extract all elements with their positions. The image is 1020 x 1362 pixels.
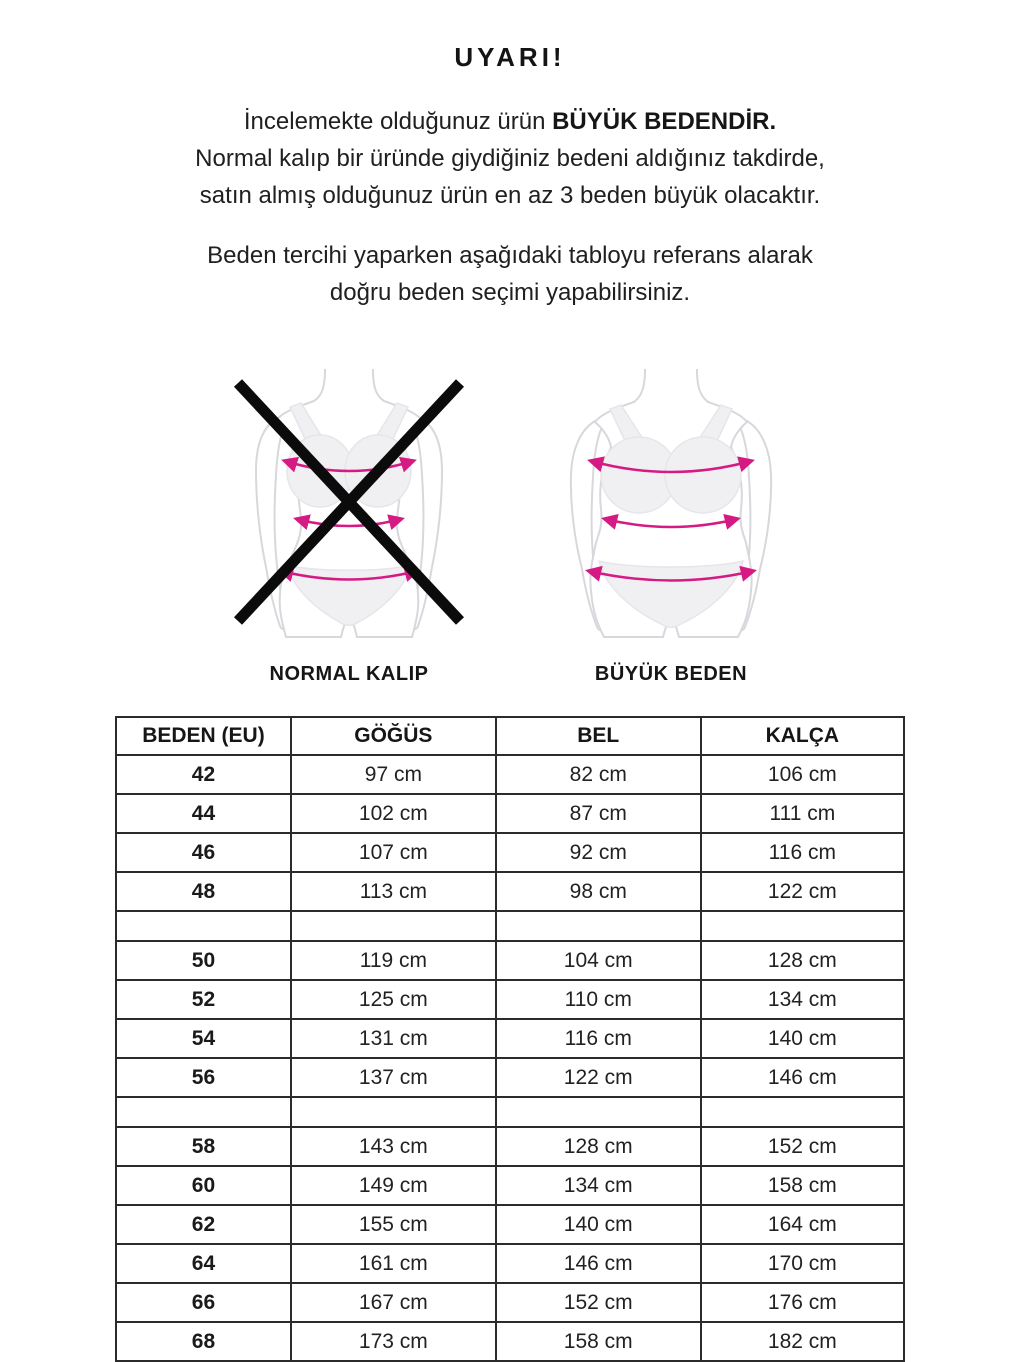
hip-cell: 170 cm [701, 1244, 904, 1283]
guidance-line-2: doğru beden seçimi yapabilirsiniz. [329, 279, 691, 306]
spacer-cell [701, 911, 904, 941]
chest-cell: 102 cm [291, 794, 496, 833]
hip-cell: 134 cm [701, 980, 904, 1019]
hip-cell: 116 cm [701, 833, 904, 872]
size-row [116, 980, 904, 1019]
size-cell: 58 [116, 1127, 291, 1166]
waist-cell: 92 cm [496, 833, 701, 872]
fit-comparison [0, 369, 1020, 686]
size-cell: 54 [116, 1019, 291, 1058]
chest-cell: 149 cm [291, 1166, 496, 1205]
spacer-cell [701, 1097, 904, 1127]
figure-normal-fit-label: NORMAL KALIP [269, 663, 429, 685]
waist-cell: 140 cm [496, 1205, 701, 1244]
page-title: UYARI! [454, 42, 566, 72]
hip-cell: 176 cm [701, 1283, 904, 1322]
size-row [116, 1019, 904, 1058]
waist-cell: 158 cm [496, 1322, 701, 1361]
warning-line-1 [244, 108, 776, 135]
chest-cell: 125 cm [291, 980, 496, 1019]
waist-cell: 98 cm [496, 872, 701, 911]
waist-cell: 152 cm [496, 1283, 701, 1322]
chest-cell: 143 cm [291, 1127, 496, 1166]
header-hip: KALÇA [701, 717, 904, 755]
warning-line-1-bold: BÜYÜK BEDENDİR. [552, 108, 777, 135]
size-cell: 46 [116, 833, 291, 872]
spacer-row [116, 911, 904, 941]
chest-cell: 137 cm [291, 1058, 496, 1097]
size-cell: 68 [116, 1322, 291, 1361]
waist-cell: 110 cm [496, 980, 701, 1019]
waist-cell: 122 cm [496, 1058, 701, 1097]
spacer-cell [496, 1097, 701, 1127]
size-cell: 66 [116, 1283, 291, 1322]
spacer-cell [116, 1097, 291, 1127]
chest-cell: 97 cm [291, 755, 496, 794]
size-cell: 62 [116, 1205, 291, 1244]
header-chest: GÖĞÜS [291, 717, 496, 755]
warning-line-1-text: İncelemekte olduğunuz ürün [243, 108, 553, 135]
warning-line-2: Normal kalıp bir üründe giydiğiniz bedeni aldığınız takdirde, [195, 145, 825, 172]
size-row [116, 1322, 904, 1361]
spacer-row [116, 1097, 904, 1127]
figure-normal-fit [206, 369, 492, 686]
size-row [116, 1283, 904, 1322]
spacer-cell [496, 911, 701, 941]
size-cell: 42 [116, 755, 291, 794]
plus-size-body-illustration [551, 369, 791, 639]
size-cell: 44 [116, 794, 291, 833]
guidance-line-1: Beden tercihi yaparken aşağıdaki tabloyu referans alarak [207, 242, 813, 269]
warning-paragraph [0, 103, 1020, 214]
waist-cell: 82 cm [496, 755, 701, 794]
size-table [115, 716, 905, 1362]
size-row [116, 1166, 904, 1205]
waist-cell: 146 cm [496, 1244, 701, 1283]
waist-cell: 134 cm [496, 1166, 701, 1205]
normal-fit-body-illustration [229, 369, 469, 639]
chest-cell: 113 cm [291, 872, 496, 911]
chest-cell: 155 cm [291, 1205, 496, 1244]
chest-cell: 173 cm [291, 1322, 496, 1361]
waist-cell: 87 cm [496, 794, 701, 833]
spacer-cell [291, 1097, 496, 1127]
size-cell: 64 [116, 1244, 291, 1283]
size-row [116, 794, 904, 833]
chest-cell: 119 cm [291, 941, 496, 980]
waist-cell: 116 cm [496, 1019, 701, 1058]
spacer-cell [291, 911, 496, 941]
size-row [116, 1058, 904, 1097]
hip-cell: 158 cm [701, 1166, 904, 1205]
header-size: BEDEN (EU) [116, 717, 291, 755]
size-row [116, 833, 904, 872]
chest-cell: 161 cm [291, 1244, 496, 1283]
size-cell: 52 [116, 980, 291, 1019]
hip-cell: 164 cm [701, 1205, 904, 1244]
chest-cell: 167 cm [291, 1283, 496, 1322]
size-table-body [116, 755, 904, 1361]
hip-cell: 182 cm [701, 1322, 904, 1361]
bra-cup-right [665, 437, 741, 513]
size-row [116, 1244, 904, 1283]
figure-plus-size [528, 369, 814, 686]
hip-cell: 128 cm [701, 941, 904, 980]
warning-line-3: satın almış olduğunuz ürün en az 3 beden büyük olacaktır. [199, 182, 821, 209]
size-row [116, 872, 904, 911]
size-cell: 56 [116, 1058, 291, 1097]
spacer-cell [116, 911, 291, 941]
size-row [116, 755, 904, 794]
size-cell: 48 [116, 872, 291, 911]
hip-cell: 152 cm [701, 1127, 904, 1166]
chest-cell: 107 cm [291, 833, 496, 872]
size-row [116, 1127, 904, 1166]
size-cell: 60 [116, 1166, 291, 1205]
waist-cell: 104 cm [496, 941, 701, 980]
header-waist: BEL [496, 717, 701, 755]
size-row [116, 941, 904, 980]
waist-cell: 128 cm [496, 1127, 701, 1166]
hip-cell: 106 cm [701, 755, 904, 794]
hip-cell: 140 cm [701, 1019, 904, 1058]
size-table-header [116, 717, 904, 755]
hip-cell: 146 cm [701, 1058, 904, 1097]
chest-cell: 131 cm [291, 1019, 496, 1058]
size-row [116, 1205, 904, 1244]
guidance-paragraph [0, 237, 1020, 311]
header-row [116, 717, 904, 755]
hip-cell: 111 cm [701, 794, 904, 833]
figure-plus-size-label: BÜYÜK BEDEN [594, 663, 748, 685]
hip-cell: 122 cm [701, 872, 904, 911]
size-cell: 50 [116, 941, 291, 980]
